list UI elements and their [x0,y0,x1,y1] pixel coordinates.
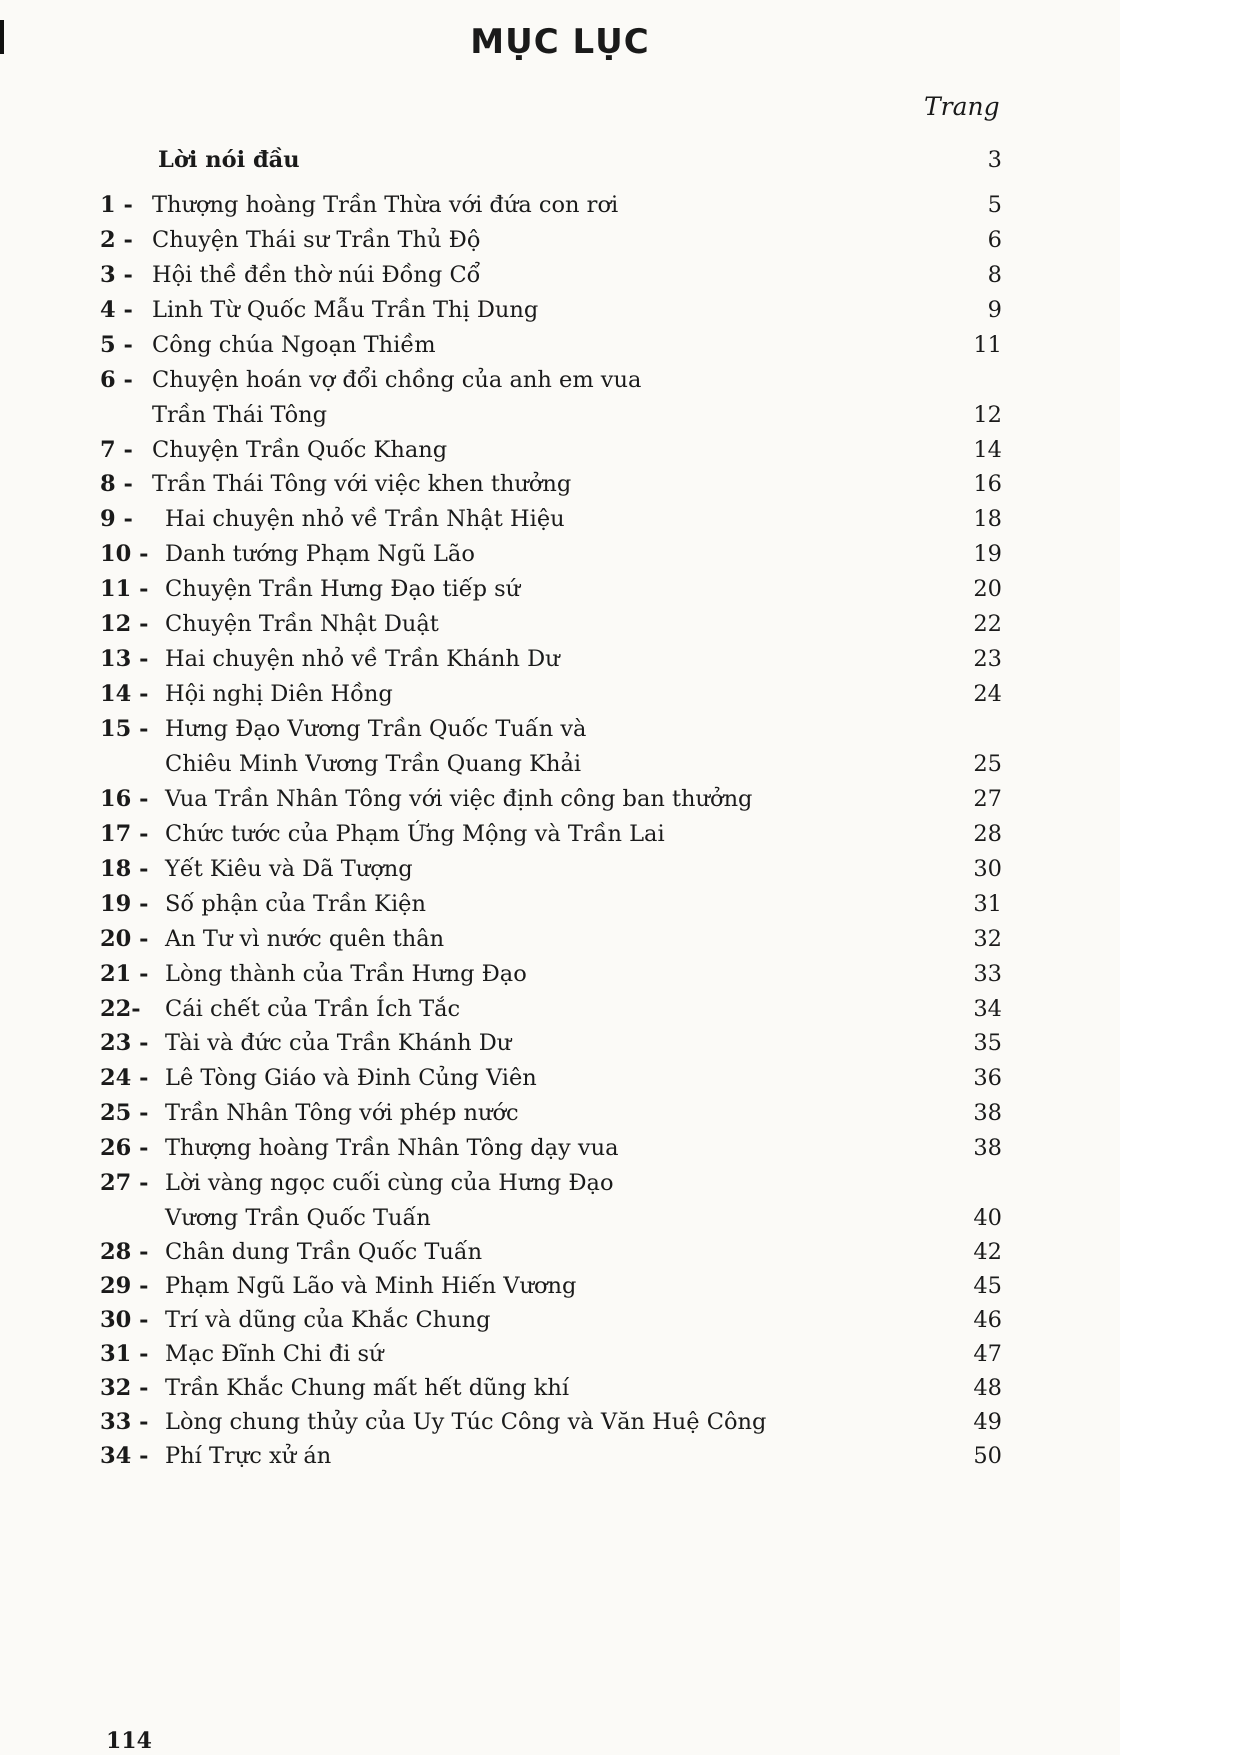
toc-entry-title: Thượng hoàng Trần Thừa với đứa con rơi [152,192,619,218]
toc-entry-page: 32 [973,926,1002,952]
toc-entry-page: 47 [973,1341,1002,1367]
scan-margin [1120,0,1240,1755]
toc-entry-number: 3 - [100,262,133,288]
toc-entry-page: 38 [973,1135,1002,1161]
toc-entry-number: 19 - [100,891,149,917]
toc-entry-title: Chuyện hoán vợ đổi chồng của anh em vua [152,367,642,393]
toc-entry-page: 27 [973,786,1002,812]
toc-entry-number: 6 - [100,367,133,393]
toc-entry-title: Lòng thành của Trần Hưng Đạo [165,961,527,987]
toc-entry-number: 26 - [100,1135,149,1161]
toc-entry-title: Trần Thái Tông với việc khen thưởng [152,471,572,497]
toc-entry-number: 20 - [100,926,149,952]
toc-entry-page: 40 [973,1205,1002,1231]
toc-entry-title: Thượng hoàng Trần Nhân Tông dạy vua [165,1135,619,1161]
toc-entry [0,1404,1120,1440]
toc-entry-title: Chuyện Trần Quốc Khang [152,437,448,463]
toc-entry-number: 7 - [100,437,133,463]
toc-entry-number: 15 - [100,716,149,742]
toc-entry-page: 19 [973,541,1002,567]
toc-entry-page: 18 [973,506,1002,532]
toc-entry-page: 50 [973,1443,1002,1469]
toc-entry-title: Trần Khắc Chung mất hết dũng khí [165,1375,570,1401]
toc-entry-title: Danh tướng Phạm Ngũ Lão [165,541,475,567]
toc-entry-title: Lê Tòng Giáo và Đinh Củng Viên [165,1065,537,1091]
toc-entry-number: 4 - [100,297,133,323]
toc-entry-page: 36 [973,1065,1002,1091]
toc-entry-title: Chuyện Trần Nhật Duật [165,611,439,637]
toc-entry-number: 29 - [100,1273,149,1299]
toc-entry-number: 23 - [100,1030,149,1056]
toc-entry [0,991,1120,1027]
toc-entry-title: Phạm Ngũ Lão và Minh Hiến Vương [165,1273,577,1299]
toc-entry-title: Hội nghị Diên Hồng [165,681,393,707]
toc-entry-page: 20 [973,576,1002,602]
toc-entry-title: Chuyện Trần Hưng Đạo tiếp sứ [165,576,521,602]
toc-entry-page: 28 [973,821,1002,847]
toc-entry [0,676,1120,712]
toc-entry-page: 3 [987,147,1002,173]
toc-entry [0,641,1120,677]
toc-entry [0,816,1120,852]
toc-entry [0,466,1120,502]
footer-page-number: 114 [106,1728,152,1754]
toc-entry-page: 49 [973,1409,1002,1435]
toc-entry [0,1200,1120,1236]
toc-entry-number: 30 - [100,1307,149,1333]
toc-entry-title: Lời nói đầu [158,147,300,173]
toc-entry-number: 11 - [100,576,149,602]
toc-entry [0,1234,1120,1270]
toc-entry [0,1438,1120,1474]
toc-entry-page: 45 [973,1273,1002,1299]
toc-entry-page: 34 [973,996,1002,1022]
toc-entry [0,1130,1120,1166]
toc-entry-number: 25 - [100,1100,149,1126]
toc-entry-number: 21 - [100,961,149,987]
toc-entry [0,851,1120,887]
toc-entry-page: 12 [973,402,1002,428]
toc-entry [0,1165,1120,1201]
toc-entry [0,886,1120,922]
toc-entry-number: 12 - [100,611,149,637]
toc-entry-title: Mạc Đĩnh Chi đi sứ [165,1341,384,1367]
toc-entry-number: 18 - [100,856,149,882]
toc-entry-page: 22 [973,611,1002,637]
page-title: MỤC LỤC [470,22,650,62]
toc-entry-number: 28 - [100,1239,149,1265]
toc-entry-page: 42 [973,1239,1002,1265]
toc-entry-number: 17 - [100,821,149,847]
toc-entry [0,571,1120,607]
toc-entry-title: Chiêu Minh Vương Trần Quang Khải [165,751,582,777]
toc-entry-title: Chuyện Thái sư Trần Thủ Độ [152,227,481,253]
toc-entry-title: Chân dung Trần Quốc Tuấn [165,1239,483,1265]
toc-entry-page: 5 [987,192,1002,218]
toc-entry-number: 32 - [100,1375,149,1401]
toc-entry-number: 5 - [100,332,133,358]
toc-entry-number: 14 - [100,681,149,707]
toc-entry-page: 16 [973,471,1002,497]
toc-entry [0,257,1120,293]
toc-entry-number: 1 - [100,192,133,218]
toc-entry-number: 9 - [100,506,133,532]
toc-entry-title: Yết Kiêu và Dã Tượng [165,856,413,882]
toc-entry-title: Linh Từ Quốc Mẫu Trần Thị Dung [152,297,539,323]
toc-entry-number: 31 - [100,1341,149,1367]
toc-entry [0,327,1120,363]
toc-entry-title: Số phận của Trần Kiện [165,891,426,917]
toc-entry-page: 31 [973,891,1002,917]
toc-entry [0,1025,1120,1061]
toc-entry [0,1370,1120,1406]
toc-entry [0,956,1120,992]
toc-entry-number: 10 - [100,541,149,567]
toc-entry [0,1336,1120,1372]
toc-entry-page: 46 [973,1307,1002,1333]
toc-entry [0,432,1120,468]
toc-entry-page: 25 [973,751,1002,777]
toc-entry-number: 27 - [100,1170,149,1196]
toc-entry-page: 23 [973,646,1002,672]
toc-entry-page: 6 [987,227,1002,253]
toc-entry-number: 13 - [100,646,149,672]
toc-entry-page: 48 [973,1375,1002,1401]
toc-entry-title: Trần Nhân Tông với phép nước [165,1100,519,1126]
toc-entry [0,921,1120,957]
toc-entry-number: 16 - [100,786,149,812]
toc-entry-number: 2 - [100,227,133,253]
toc-entry-title: Tài và đức của Trần Khánh Dư [165,1030,512,1056]
toc-entry-title: Phí Trực xử án [165,1443,332,1469]
toc-entry-title: Hội thề đền thờ núi Đồng Cổ [152,262,481,288]
toc-entry [0,222,1120,258]
toc-entry-page: 33 [973,961,1002,987]
toc-entry-title: Vua Trần Nhân Tông với việc định công ban thưởng [165,786,753,812]
toc-entry-page: 14 [973,437,1002,463]
toc-entry-page: 8 [987,262,1002,288]
toc-entry-title: Cái chết của Trần Ích Tắc [165,996,461,1022]
toc-entry [0,711,1120,747]
toc-entry [0,397,1120,433]
toc-entry-title: Vương Trần Quốc Tuấn [165,1205,431,1231]
toc-entry-page: 38 [973,1100,1002,1126]
toc-entry-page: 35 [973,1030,1002,1056]
toc-entry-number: 34 - [100,1443,149,1469]
toc-entry-title: Trần Thái Tông [152,402,328,428]
page-column-heading: Trang [924,92,1000,121]
toc-entry-page: 24 [973,681,1002,707]
toc-entry [0,187,1120,223]
toc-entry-title: Lòng chung thủy của Uy Túc Công và Văn Huệ Công [165,1409,767,1435]
toc-entry [0,362,1120,398]
toc-entry-page: 9 [987,297,1002,323]
toc-entry-title: An Tư vì nước quên thân [165,926,445,952]
toc-entry [0,781,1120,817]
toc-entry-title: Hai chuyện nhỏ về Trần Nhật Hiệu [165,506,565,532]
toc-entry [0,1268,1120,1304]
toc-entry-number: 22- [100,996,141,1022]
toc-entry [0,1095,1120,1131]
toc-entry-number: 33 - [100,1409,149,1435]
toc-entry-title: Trí và dũng của Khắc Chung [165,1307,491,1333]
toc-entry [0,606,1120,642]
toc-entry [0,501,1120,537]
toc-entry [0,536,1120,572]
toc-entry-page: 11 [973,332,1002,358]
toc-entry [0,746,1120,782]
toc-entry-title: Hai chuyện nhỏ về Trần Khánh Dư [165,646,560,672]
toc-entry [0,142,1120,178]
toc-entry-number: 8 - [100,471,133,497]
toc-entry [0,292,1120,328]
toc-entry-title: Công chúa Ngoạn Thiềm [152,332,436,358]
toc-entry-title: Hưng Đạo Vương Trần Quốc Tuấn và [165,716,587,742]
toc-entry-number: 24 - [100,1065,149,1091]
toc-entry [0,1060,1120,1096]
toc-entry [0,1302,1120,1338]
toc-entry-title: Lời vàng ngọc cuối cùng của Hưng Đạo [165,1170,614,1196]
toc-entry-title: Chức tước của Phạm Ứng Mộng và Trần Lai [165,821,665,847]
toc-entry-page: 30 [973,856,1002,882]
